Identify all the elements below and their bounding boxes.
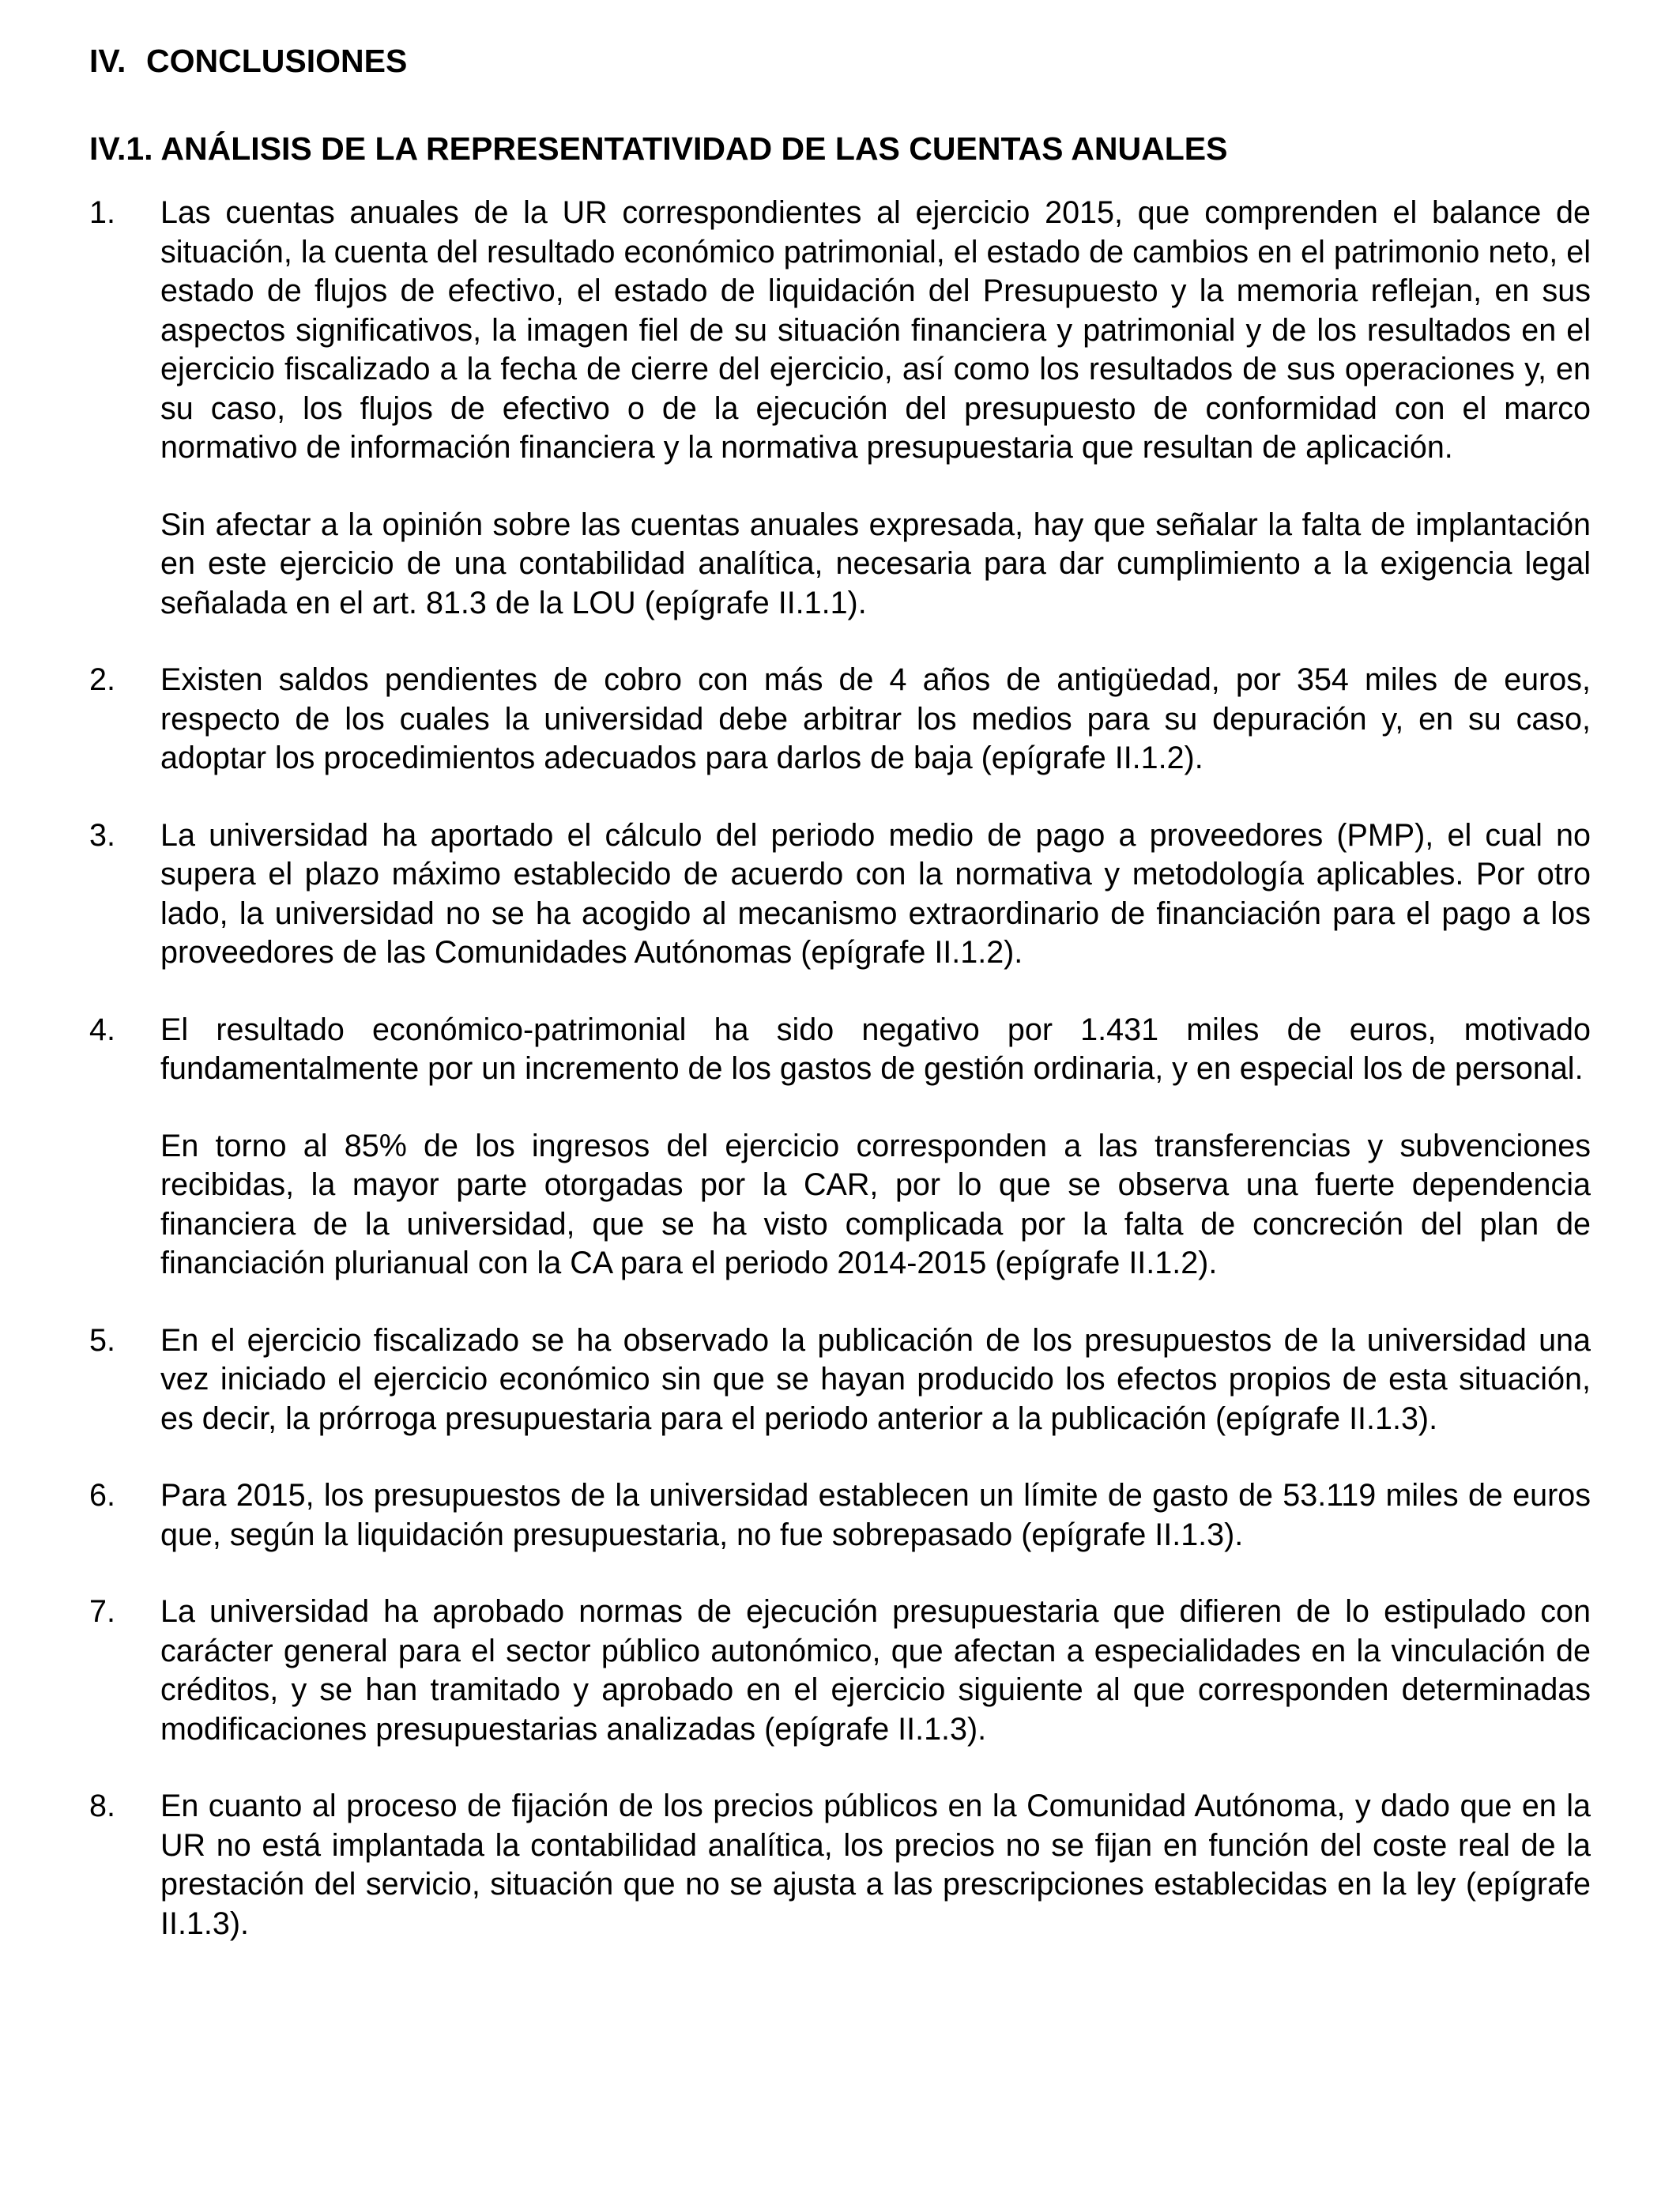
item-number: 3. bbox=[89, 817, 115, 853]
item-body bbox=[160, 1593, 1591, 1749]
item-number: 4. bbox=[89, 1012, 115, 1047]
item-body bbox=[160, 816, 1591, 973]
item-number: 6. bbox=[89, 1478, 115, 1513]
item-paragraph: Para 2015, los presupuestos de la universidad establecen un límite de gasto de 53.119 miles de euros que, según la liquidación presupuestaria, no fue sobrepasado (epígrafe II.1.3). bbox=[160, 1478, 1591, 1552]
item-body bbox=[160, 1011, 1591, 1284]
item-number: 5. bbox=[89, 1322, 115, 1358]
list-item-5 bbox=[89, 1321, 1591, 1439]
item-paragraph: La universidad ha aprobado normas de ejecución presupuestaria que difieren de lo estipulado con carácter general para el sector público autonómico, que afectan a especialidades en la vinculación de créditos, y se han tramitado y aprobado en el ejercicio siguiente al que corresponden determinadas modificaciones presupuestarias analizadas (epígrafe II.1.3). bbox=[160, 1594, 1591, 1747]
list-item-8 bbox=[89, 1787, 1591, 1943]
list-item-3 bbox=[89, 816, 1591, 973]
item-body bbox=[160, 1321, 1591, 1439]
list-item-2 bbox=[89, 661, 1591, 778]
item-body bbox=[160, 1787, 1591, 1943]
item-paragraph: En el ejercicio fiscalizado se ha observado la publicación de los presupuestos de la universidad una vez iniciado el ejercicio económico sin que se hayan producido los efectos propios de esta situación, es decir, la prórroga presupuestaria para el periodo anterior a la publicación (epígrafe II.1.3). bbox=[160, 1322, 1591, 1436]
item-paragraph: Las cuentas anuales de la UR correspondientes al ejercicio 2015, que comprenden el balance de situación, la cuenta del resultado económico patrimonial, el estado de cambios en el patrimonio neto, el estado de flujos de efectivo, el estado de liquidación del Presupuesto y la memoria reflejan, en sus aspectos significativos, la imagen fiel de su situación financiera y patrimonial y de los resultados en el ejercicio fiscalizado a la fecha de cierre del ejercicio, así como los resultados de sus operaciones y, en su caso, los flujos de efectivo o de la ejecución del presupuesto de conformidad con el marco normativo de información financiera y la normativa presupuestaria que resultan de aplicación. bbox=[160, 195, 1591, 465]
item-paragraph: Sin afectar a la opinión sobre las cuentas anuales expresada, hay que señalar la falta de implantación en este ejercicio de una contabilidad analítica, necesaria para dar cumplimiento a la exigencia legal señalada en el art. 81.3 de la LOU (epígrafe II.1.1). bbox=[160, 507, 1591, 620]
item-number: 8. bbox=[89, 1789, 115, 1823]
item-body bbox=[160, 194, 1591, 623]
list-item-6 bbox=[89, 1476, 1591, 1555]
item-paragraph: La universidad ha aportado el cálculo del periodo medio de pago a proveedores (PMP), el cual no supera el plazo máximo establecido de acuerdo con la normativa y metodología aplicables. Por otro lado, la universidad no se ha acogido al mecanismo extraordinario de financiación para el pago a los proveedores de las Comunidades Autónomas (epígrafe II.1.2). bbox=[160, 817, 1591, 970]
section-title: CONCLUSIONES bbox=[146, 43, 408, 79]
item-paragraph: El resultado económico-patrimonial ha sido negativo por 1.431 miles de euros, motivado fundamentalmente por un incremento de los gastos de gestión ordinaria, y en especial los de personal. bbox=[160, 1012, 1591, 1086]
item-number: 7. bbox=[89, 1594, 115, 1629]
item-body bbox=[160, 661, 1591, 778]
item-paragraph: En cuanto al proceso de fijación de los precios públicos en la Comunidad Autónoma, y dado que en la UR no está implantada la contabilidad analítica, los precios no se fijan en función del coste real de la prestación del servicio, situación que no se ajusta a las prescripciones establecidas en la ley (epígrafe II.1.3). bbox=[160, 1789, 1591, 1941]
list-item-7 bbox=[89, 1593, 1591, 1749]
item-body bbox=[160, 1476, 1591, 1555]
list-item-1 bbox=[89, 194, 1591, 623]
item-paragraph: Existen saldos pendientes de cobro con más de 4 años de antigüedad, por 354 miles de euros, respecto de los cuales la universidad debe arbitrar los medios para su depuración y, en su caso, adoptar los procedimientos adecuados para darlos de baja (epígrafe II.1.2). bbox=[160, 662, 1591, 775]
item-number: 2. bbox=[89, 662, 115, 697]
section-heading bbox=[89, 41, 1591, 81]
item-number: 1. bbox=[89, 195, 115, 230]
section-number: IV. bbox=[89, 43, 126, 79]
subsection-title: IV.1. ANÁLISIS DE LA REPRESENTATIVIDAD DE LAS CUENTAS ANUALES bbox=[89, 130, 1228, 167]
item-paragraph: En torno al 85% de los ingresos del ejercicio corresponden a las transferencias y subvenciones recibidas, la mayor parte otorgadas por la CAR, por lo que se observa una fuerte dependencia financiera de la universidad, que se ha visto complicada por la falta de concreción del plan de financiación plurianual con la CA para el periodo 2014-2015 (epígrafe II.1.2). bbox=[160, 1128, 1591, 1280]
list-item-4 bbox=[89, 1011, 1591, 1284]
document-page bbox=[89, 41, 1591, 1981]
